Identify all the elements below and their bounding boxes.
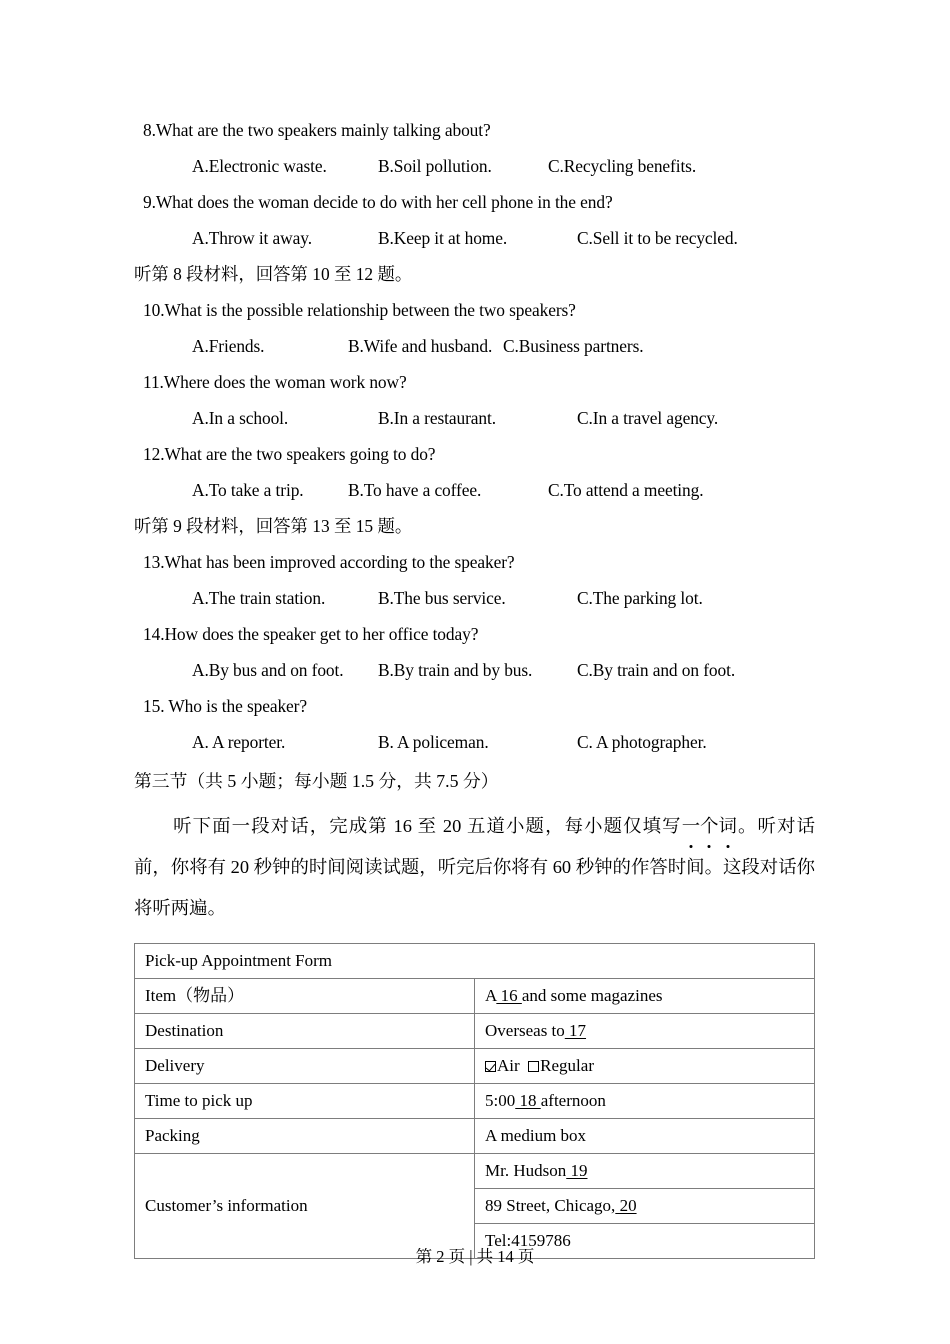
question-stem-14: 14.How does the speaker get to her office today? xyxy=(143,624,479,644)
option-8-b[interactable]: B.Soil pollution. xyxy=(378,156,492,176)
emphasis-char: 词 xyxy=(719,806,737,847)
question-stem-10: 10.What is the possible relationship between the two speakers? xyxy=(143,300,576,320)
listening-direction-material-8: 听第 8 段材料，回答第 10 至 12 题。 xyxy=(134,264,413,284)
options-row-14 xyxy=(143,652,815,688)
option-10-a[interactable]: A.Friends. xyxy=(192,336,265,356)
row-value-customer-tel: Tel:4159786 xyxy=(475,1224,815,1259)
value-prefix-customer-name: Mr. Hudson xyxy=(485,1161,567,1180)
question-stem-13: 13.What has been improved according to the speaker? xyxy=(143,552,515,572)
section-three-heading: 第三节（共 5 小题；每小题 1.5 分，共 7.5 分） xyxy=(134,771,499,791)
pickup-form-wrapper xyxy=(134,943,815,1259)
question-stem-11: 11.Where does the woman work now? xyxy=(143,372,407,392)
option-8-c[interactable]: C.Recycling benefits. xyxy=(548,156,697,176)
option-14-a[interactable]: A.By bus and on foot. xyxy=(192,660,344,680)
option-12-a[interactable]: A.To take a trip. xyxy=(192,480,304,500)
option-8-a[interactable]: A.Electronic waste. xyxy=(192,156,327,176)
options-row-9 xyxy=(143,220,815,256)
row-label-delivery: Delivery xyxy=(135,1049,475,1084)
option-14-c[interactable]: C.By train and on foot. xyxy=(577,660,736,680)
option-9-c[interactable]: C.Sell it to be recycled. xyxy=(577,228,738,248)
row-label-time: Time to pick up xyxy=(135,1084,475,1119)
option-15-b[interactable]: B. A policeman. xyxy=(378,732,489,752)
row-value-destination xyxy=(475,1014,815,1049)
row-label-packing: Packing xyxy=(135,1119,475,1154)
option-9-b[interactable]: B.Keep it at home. xyxy=(378,228,508,248)
checkbox-checked-icon[interactable] xyxy=(485,1061,496,1072)
row-value-customer-name xyxy=(475,1154,815,1189)
row-label-item: Item（物品） xyxy=(135,979,475,1014)
option-15-a[interactable]: A. A reporter. xyxy=(192,732,286,752)
checkbox-label-regular: Regular xyxy=(540,1056,594,1075)
options-row-13 xyxy=(143,580,815,616)
table-row-customer-1 xyxy=(135,1154,815,1189)
answer-blank-18[interactable]: 18 xyxy=(515,1091,541,1110)
row-value-item xyxy=(475,979,815,1014)
table-row-title xyxy=(135,944,815,979)
question-stem-8: 8.What are the two speakers mainly talking about? xyxy=(143,120,491,140)
section-three-instructions xyxy=(134,806,815,929)
value-prefix-time: 5:00 xyxy=(485,1091,516,1110)
answer-blank-16[interactable]: 16 xyxy=(496,986,522,1005)
emphasis-char: 一 xyxy=(682,806,700,847)
row-value-customer-address xyxy=(475,1189,815,1224)
row-label-customer: Customer’s information xyxy=(135,1154,475,1259)
listening-direction-material-9: 听第 9 段材料，回答第 13 至 15 题。 xyxy=(134,516,413,536)
value-prefix-customer-address: 89 Street, Chicago, xyxy=(485,1196,616,1215)
form-title-cell: Pick-up Appointment Form xyxy=(135,944,815,979)
answer-blank-17[interactable]: 17 xyxy=(564,1021,587,1040)
instructions-part-one: 听下面一段对话，完成第 16 至 20 五道小题，每小题仅填写 xyxy=(172,816,682,836)
answer-blank-20[interactable]: 20 xyxy=(615,1196,637,1215)
options-row-11 xyxy=(143,400,815,436)
option-10-c[interactable]: C.Business partners. xyxy=(503,336,644,356)
option-9-a[interactable]: A.Throw it away. xyxy=(192,228,312,248)
checkbox-unchecked-icon[interactable] xyxy=(528,1061,539,1072)
question-stem-9: 9.What does the woman decide to do with her cell phone in the end? xyxy=(143,192,613,212)
answer-blank-19[interactable]: 19 xyxy=(566,1161,588,1180)
instructions-emphasis xyxy=(682,816,737,836)
emphasis-char: 个 xyxy=(700,806,718,847)
option-12-b[interactable]: B.To have a coffee. xyxy=(348,480,482,500)
checkbox-gap xyxy=(520,1056,529,1075)
checkbox-label-air: Air xyxy=(497,1056,520,1075)
option-10-b[interactable]: B.Wife and husband. xyxy=(348,336,493,356)
page-content xyxy=(134,112,815,1259)
value-prefix-destination: Overseas to xyxy=(485,1021,565,1040)
option-12-c[interactable]: C.To attend a meeting. xyxy=(548,480,704,500)
value-suffix-time: afternoon xyxy=(540,1091,606,1110)
question-stem-15: 15. Who is the speaker? xyxy=(143,696,307,716)
options-row-10 xyxy=(143,328,815,364)
option-13-b[interactable]: B.The bus service. xyxy=(378,588,506,608)
value-prefix-item: A xyxy=(485,986,497,1005)
option-15-c[interactable]: C. A photographer. xyxy=(577,732,707,752)
table-row-packing xyxy=(135,1119,815,1154)
table-row-item xyxy=(135,979,815,1014)
options-row-8 xyxy=(143,148,815,184)
option-13-a[interactable]: A.The train station. xyxy=(192,588,326,608)
page-footer: 第 2 页 | 共 14 页 xyxy=(415,1247,535,1266)
pickup-appointment-form xyxy=(134,943,815,1259)
row-value-delivery xyxy=(475,1049,815,1084)
row-label-destination: Destination xyxy=(135,1014,475,1049)
option-11-b[interactable]: B.In a restaurant. xyxy=(378,408,496,428)
table-row-destination xyxy=(135,1014,815,1049)
options-row-15 xyxy=(143,724,815,760)
option-13-c[interactable]: C.The parking lot. xyxy=(577,588,703,608)
row-value-time xyxy=(475,1084,815,1119)
option-11-c[interactable]: C.In a travel agency. xyxy=(577,408,719,428)
option-11-a[interactable]: A.In a school. xyxy=(192,408,289,428)
table-row-time xyxy=(135,1084,815,1119)
option-14-b[interactable]: B.By train and by bus. xyxy=(378,660,533,680)
instructions-part-two: 。听对话前，你将有 20 秒钟的时间阅读试题，听完后你将有 60 秒钟的作答时间。这段对话你将听两遍。 xyxy=(134,816,815,918)
options-row-12 xyxy=(143,472,815,508)
row-value-packing: A medium box xyxy=(475,1119,815,1154)
table-row-delivery xyxy=(135,1049,815,1084)
value-suffix-item: and some magazines xyxy=(521,986,663,1005)
question-stem-12: 12.What are the two speakers going to do? xyxy=(143,444,436,464)
